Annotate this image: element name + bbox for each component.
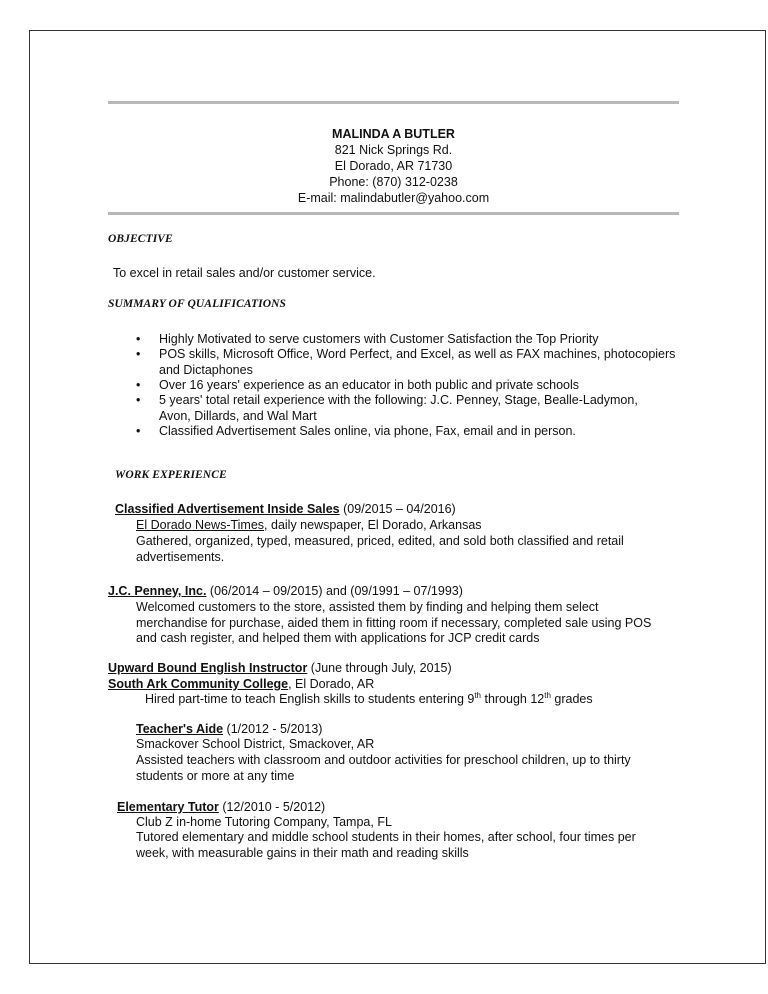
summary-item: Classified Advertisement Sales online, via phone, Fax, email and in person.: [159, 424, 576, 438]
job-title: Teacher's Aide: [136, 722, 224, 736]
summary-item: POS skills, Microsoft Office, Word Perfect, and Excel, as well as FAX machines, photocopiers and Dictaphones: [159, 347, 676, 377]
job-employer: [136, 518, 482, 534]
desc-part: grades: [550, 692, 593, 706]
job-title: J.C. Penney, Inc.: [108, 584, 207, 598]
header-rule-top: [108, 101, 679, 104]
email-address: E-mail: malindabutler@yahoo.com: [297, 191, 490, 205]
job-description: Gathered, organized, typed, measured, priced, edited, and sold both classified and retail advertisements.: [136, 534, 624, 564]
job-title: Classified Advertisement Inside Sales: [115, 502, 340, 516]
summary-item: 5 years' total retail experience with the following: J.C. Penney, Stage, Bealle-Ladymon, Avon, Dillards, and Wal Mart: [159, 393, 638, 423]
contact-header: [108, 126, 679, 206]
summary-heading: SUMMARY OF QUALIFICATIONS: [108, 298, 287, 310]
job-description: [145, 692, 593, 708]
job-heading: [136, 722, 322, 738]
bullet-glyph: •: [136, 424, 141, 438]
job-heading: [115, 502, 456, 518]
job-title: Upward Bound English Instructor: [108, 661, 308, 675]
job-dates: (09/2015 – 04/2016): [343, 502, 456, 516]
job-heading: [117, 800, 325, 816]
job-dates: (1/2012 - 5/2013): [226, 722, 323, 736]
job-dates: (06/2014 – 09/2015) and (09/1991 – 07/1993): [209, 584, 463, 598]
bullet-glyph: •: [136, 393, 141, 407]
employer-detail: , El Dorado, AR: [288, 677, 375, 691]
job-dates: (12/2010 - 5/2012): [222, 800, 326, 814]
street-address: 821 Nick Springs Rd.: [334, 143, 453, 157]
objective-text: To excel in retail sales and/or customer service.: [113, 266, 376, 280]
bullet-glyph: •: [136, 347, 141, 361]
ordinal-suffix: th: [474, 690, 481, 700]
city-state-zip: El Dorado, AR 71730: [334, 159, 453, 173]
job-description: Tutored elementary and middle school students in their homes, after school, four times per week, with measurable gains in their math and reading skills: [136, 830, 636, 860]
employer-name: El Dorado News-Times: [136, 518, 265, 532]
summary-item: Over 16 years' experience as an educator in both public and private schools: [159, 378, 579, 392]
bullet-glyph: •: [136, 332, 141, 346]
job-employer: Club Z in-home Tutoring Company, Tampa, FL: [136, 815, 392, 829]
bullet-glyph: •: [136, 378, 141, 392]
phone-number: Phone: (870) 312-0238: [329, 175, 458, 189]
job-description: Assisted teachers with classroom and outdoor activities for preschool children, up to thirty students or more at any time: [136, 753, 631, 783]
job-description: Welcomed customers to the store, assisted them by finding and helping them select merchandise for purchase, aided them in fitting room if necessary, completed sale using POS and cash register, and helped them with applications for JCP credit cards: [136, 600, 652, 645]
ordinal-suffix: th: [544, 690, 551, 700]
job-employer: [108, 677, 374, 693]
applicant-name: MALINDA A BUTLER: [332, 127, 455, 141]
job-heading: [108, 584, 463, 600]
employer-name: South Ark Community College: [108, 677, 289, 691]
job-employer: Smackover School District, Smackover, AR: [136, 737, 375, 751]
desc-part: Hired part-time to teach English skills to students entering 9: [145, 692, 475, 706]
header-rule-bottom: [108, 212, 679, 215]
summary-item: Highly Motivated to serve customers with Customer Satisfaction the Top Priority: [159, 332, 599, 346]
employer-detail: , daily newspaper, El Dorado, Arkansas: [264, 518, 482, 532]
job-dates: (June through July, 2015): [310, 661, 452, 675]
objective-heading: OBJECTIVE: [108, 233, 173, 245]
desc-part: through 12: [481, 692, 545, 706]
job-title: Elementary Tutor: [117, 800, 219, 814]
work-heading: WORK EXPERIENCE: [115, 469, 227, 481]
job-heading: [108, 661, 452, 677]
